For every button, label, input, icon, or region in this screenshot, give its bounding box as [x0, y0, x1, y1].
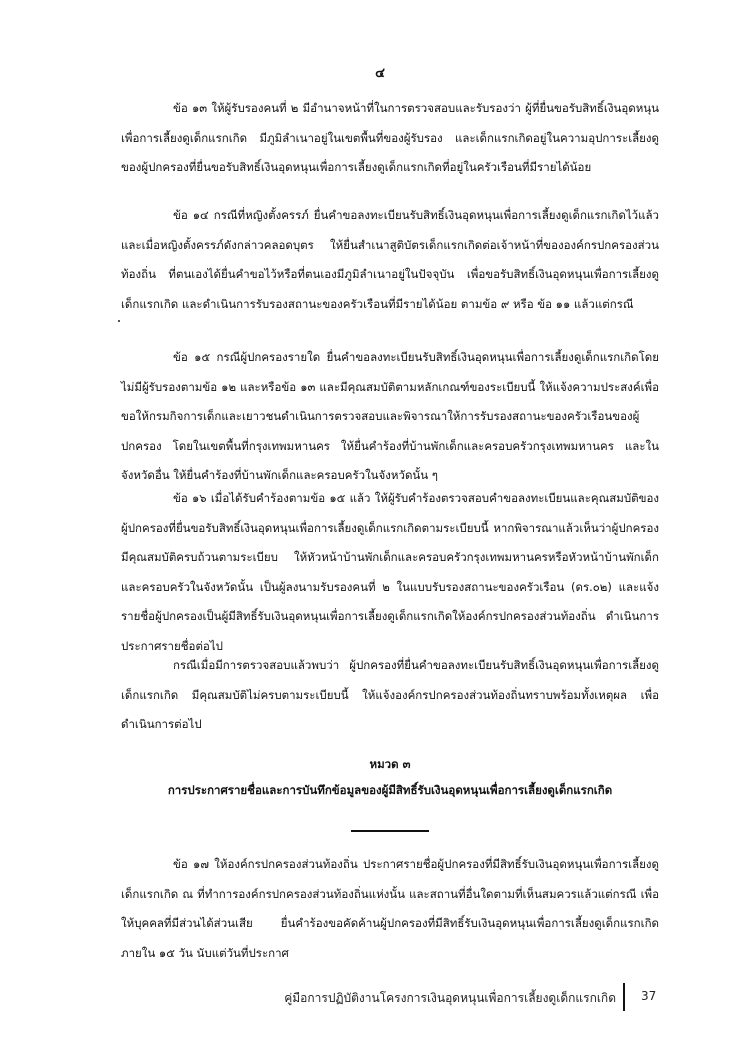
section-divider — [351, 830, 429, 832]
margin-dot — [118, 320, 120, 322]
clause-14-paragraph: ข้อ ๑๔ กรณีที่หญิงตั้งครรภ์ ยื่นคำขอลงทะเบียนรับสิทธิ์เงินอุดหนุนเพื่อการเลี้ยงดูเด็กแรกเกิดไว้แล้ว และเมื่อหญิงตั้งครรภ์ดังกล่าวคลอดบุตร ให้ยื่นสำเนาสูติบัตรเด็กแรกเกิดต่อเจ้าหน้าที่ขององค์กรปกครองส่วนท้องถิ่น ที่ตนเองได้ยื่นคำขอไว้หรือที่ตนเองมีภูมิลำเนาอยู่ในปัจจุบัน เพื่อขอรับสิทธิ์เงินอุดหนุนเพื่อการเลี้ยงดูเด็กแรกเกิด และดำเนินการรับรองสถานะของครัวเรือนที่มีรายได้น้อย ตามข้อ ๙ หรือ ข้อ ๑๑ แล้วแต่กรณี — [121, 208, 659, 311]
page-number-thai: ๔ — [375, 66, 385, 81]
clause-17-paragraph: ข้อ ๑๗ ให้องค์กรปกครองส่วนท้องถิ่น ประกาศรายชื่อผู้ปกครองที่มีสิทธิ์รับเงินอุดหนุนเพื่อการเลี้ยงดูเด็กแรกเกิด ณ ที่ทำการองค์กรปกครองส่วนท้องถิ่นแห่งนั้น และสถานที่อื่นใดตามที่เห็นสมควรแล้วแต่กรณี เพื่อให้บุคคลที่มีส่วนได้ส่วนเสีย ยื่นคำร้องขอคัดค้านผู้ปกครองที่มีสิทธิ์รับเงินอุดหนุนเพื่อการเลี้ยงดูเด็กแรกเกิด ภายใน ๑๕ วัน นับแต่วันที่ประกาศ — [121, 857, 659, 960]
footer-page-number: 37 — [641, 989, 657, 1003]
chapter-title: การประกาศรายชื่อและการบันทึกข้อมูลของผู้มีสิทธิ์รับเงินอุดหนุนเพื่อการเลี้ยงดูเด็กแรกเกิด — [167, 783, 613, 797]
clause-16-followup-paragraph: กรณีเมื่อมีการตรวจสอบแล้วพบว่า ผู้ปกครองที่ยื่นคำขอลงทะเบียนรับสิทธิ์เงินอุดหนุนเพื่อการเลี้ยงดูเด็กแรกเกิด มีคุณสมบัติไม่ครบตามระเบียบนี้ ให้แจ้งองค์กรปกครองส่วนท้องถิ่นทราบพร้อมทั้งเหตุผล เพื่อดำเนินการต่อไป — [121, 658, 659, 731]
clause-16-paragraph: ข้อ ๑๖ เมื่อได้รับคำร้องตามข้อ ๑๕ แล้ว ให้ผู้รับคำร้องตรวจสอบคำขอลงทะเบียนและคุณสมบัติของผู้ปกครองที่ยื่นขอรับสิทธิ์เงินอุดหนุนเพื่อการเลี้ยงดูเด็กแรกเกิดตามระเบียบนี้ หากพิจารณาแล้วเห็นว่าผู้ปกครองมีคุณสมบัติครบถ้วนตามระเบียบ ให้หัวหน้าบ้านพักเด็กและครอบครัวกรุงเทพมหานครหรือหัวหน้าบ้านพักเด็กและครอบครัวในจังหวัดนั้น เป็นผู้ลงนามรับรองคนที่ ๒ ในแบบรับรองสถานะของครัวเรือน (ดร.๐๒) และแจ้งรายชื่อผู้ปกครองเป็นผู้มีสิทธิ์รับเงินอุดหนุนเพื่อการเลี้ยงดูเด็กแรกเกิดให้องค์กรปกครองส่วนท้องถิ่น ดำเนินการประกาศรายชื่อต่อไป — [121, 491, 659, 653]
footer-manual-title: คู่มือการปฏิบัติงานโครงการเงินอุดหนุนเพื่อการเลี้ยงดูเด็กแรกเกิด — [284, 991, 616, 1005]
chapter-label: หมวด ๓ — [369, 757, 411, 771]
clause-15-paragraph: ข้อ ๑๕ กรณีผู้ปกครองรายใด ยื่นคำขอลงทะเบียนรับสิทธิ์เงินอุดหนุนเพื่อการเลี้ยงดูเด็กแรกเกิดโดยไม่มีผู้รับรองตามข้อ ๑๒ และหรือข้อ ๑๓ และมีคุณสมบัติตามหลักเกณฑ์ของระเบียบนี้ ให้แจ้งความประสงค์เพื่อขอให้กรมกิจการเด็กและเยาวชนดำเนินการตรวจสอบและพิจารณาให้การรับรองสถานะของครัวเรือนของผู้ปกครอง โดยในเขตพื้นที่กรุงเทพมหานคร ให้ยื่นคำร้องที่บ้านพักเด็กและครอบครัวกรุงเทพมหานคร และในจังหวัดอื่น ให้ยื่นคำร้องที่บ้านพักเด็กและครอบครัวในจังหวัดนั้น ๆ — [121, 350, 659, 482]
clause-13-paragraph: ข้อ ๑๓ ให้ผู้รับรองคนที่ ๒ มีอำนาจหน้าที่ในการตรวจสอบและรับรองว่า ผู้ที่ยื่นขอรับสิทธิ์เงินอุดหนุนเพื่อการเลี้ยงดูเด็กแรกเกิด มีภูมิลำเนาอยู่ในเขตพื้นที่ของผู้รับรอง และเด็กแรกเกิดอยู่ในความอุปการะเลี้ยงดูของผู้ปกครองที่ยื่นขอรับสิทธิ์เงินอุดหนุนเพื่อการเลี้ยงดูเด็กแรกเกิดที่อยู่ในครัวเรือนที่มีรายได้น้อย — [121, 101, 659, 174]
footer-separator — [623, 983, 625, 1011]
